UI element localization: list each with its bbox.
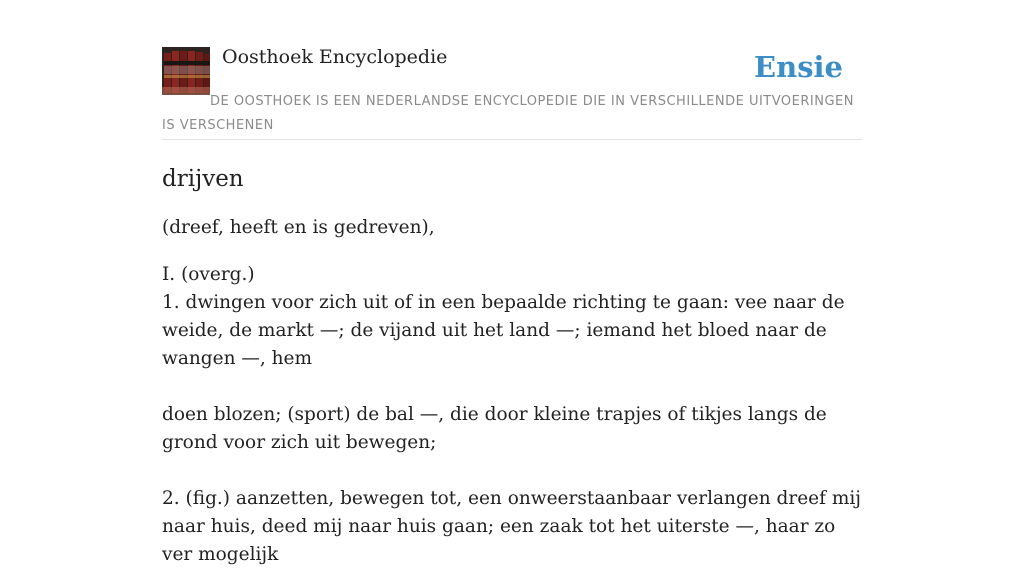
site-header — [162, 46, 862, 140]
paragraph-gap — [162, 457, 862, 485]
entry-grammar: (dreef, heeft en is gedreven), — [162, 217, 435, 238]
ensie-logo-link[interactable]: Ensie — [754, 50, 843, 84]
entry-section-label: I. (overg.) — [162, 264, 255, 285]
paragraph-gap — [162, 373, 862, 401]
encyclopedia-books-icon[interactable] — [162, 47, 210, 95]
entry-definition-1b: doen blozen; (sport) de bal —, die door kleine trapjes of tikjes langs de grond voor zich uit bewegen; — [162, 404, 827, 453]
encyclopedia-books-image — [162, 47, 210, 95]
entry-definition-2: 2. (fig.) aanzetten, bewegen tot, een onweerstaanbaar verlangen dreef mij naar huis, deed mij naar huis gaan; een zaak tot het uiterste —, haar zo ver mogelijk — [162, 488, 862, 565]
site-title[interactable]: Oosthoek Encyclopedie — [222, 46, 448, 68]
entry-content — [162, 162, 862, 569]
entry-definition-1a: 1. dwingen voor zich uit of in een bepaalde richting te gaan: vee naar de weide, de markt —; de vijand uit het land —; iemand het bloed naar de wangen —, hem — [162, 292, 845, 369]
entry-title: drijven — [162, 166, 244, 192]
entry-body — [162, 214, 862, 569]
site-tagline: DE OOSTHOEK IS EEN NEDERLANDSE ENCYCLOPEDIE DIE IN VERSCHILLENDE UITVOERINGEN IS VERSCHENEN — [162, 94, 854, 133]
